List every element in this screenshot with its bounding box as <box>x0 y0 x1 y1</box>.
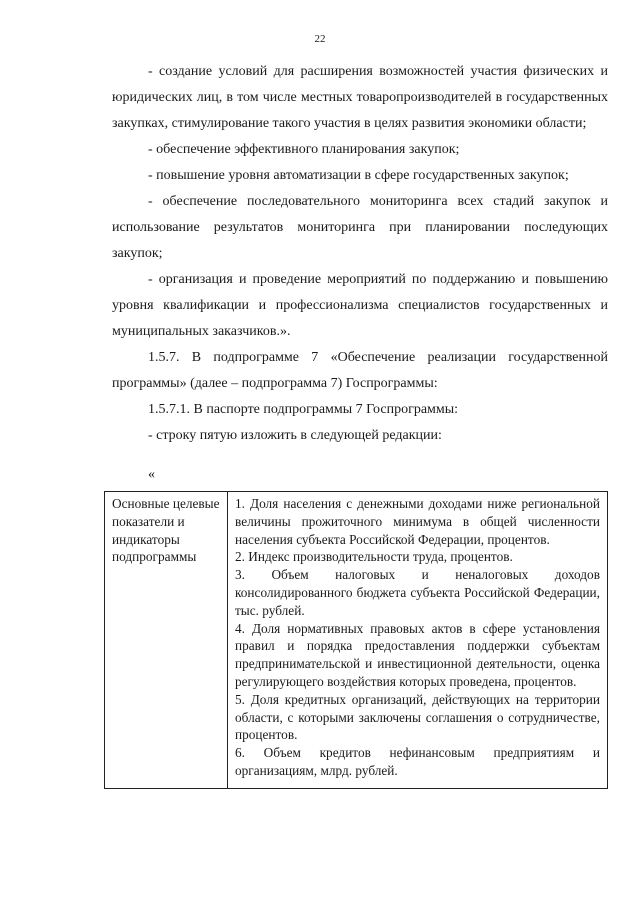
paragraph-fifth-row: - строку пятую изложить в следующей редакции: <box>148 428 442 443</box>
indicator-item: 5. Доля кредитных организаций, действующих на территории области, с которыми заключены соглашения о сотрудничестве, процентов. <box>235 691 600 743</box>
table-value-cell <box>228 492 608 789</box>
indicator-item: 3. Объем налоговых и неналоговых доходов консолидированного бюджета субъекта Российской Федерации, тыс. рублей. <box>235 567 600 618</box>
indicator-item: 2. Индекс производительности труда, процентов. <box>235 549 513 565</box>
paragraph-subprogram-7: 1.5.7. В подпрограмме 7 «Обеспечение реализации государственной программы» (далее – подпрограмма 7) Госпрограммы: <box>112 350 608 391</box>
passport-table <box>104 491 608 789</box>
paragraph-participation-conditions: - создание условий для расширения возможностей участия физических и юридических лиц, в том числе местных товаропроизводителей в государственных закупках, стимулирование такого участия в целях развития экономики области; <box>112 64 608 131</box>
opening-quote: « <box>148 467 155 482</box>
page-number: 22 <box>314 33 326 45</box>
paragraph-passport: 1.5.7.1. В паспорте подпрограммы 7 Госпрограммы: <box>148 402 459 417</box>
indicator-item: 6. Объем кредитов нефинансовым предприятиям и организациям, млрд. рублей. <box>235 745 600 778</box>
paragraph-qualification: - организация и проведение мероприятий по поддержанию и повышению уровня квалификации и профессионализма специалистов государственных и муниципальных заказчиков.». <box>112 272 608 339</box>
paragraph-planning: - обеспечение эффективного планирования закупок; <box>148 142 460 157</box>
table-row <box>105 492 608 789</box>
indicator-item: 4. Доля нормативных правовых актов в сфере установления правил и порядка предоставления поддержки субъектам предпринимательской и инвестиционной деятельности, оценка регулирующего воздействия которых проведена, процентов. <box>235 620 600 689</box>
paragraph-monitoring: - обеспечение последовательного мониторинга всех стадий закупок и использование результатов мониторинга при планировании последующих закупок; <box>112 194 608 261</box>
table-label-cell: Основные целевые показатели и индикаторы подпрограммы <box>105 492 228 789</box>
indicator-item: 1. Доля населения с денежными доходами ниже региональной величины прожиточного минимума в общей численности населения субъекта Российской Федерации, процентов. <box>235 496 600 547</box>
body-text-block-1 <box>112 59 608 449</box>
paragraph-automation: - повышение уровня автоматизации в сфере государственных закупок; <box>148 168 569 183</box>
